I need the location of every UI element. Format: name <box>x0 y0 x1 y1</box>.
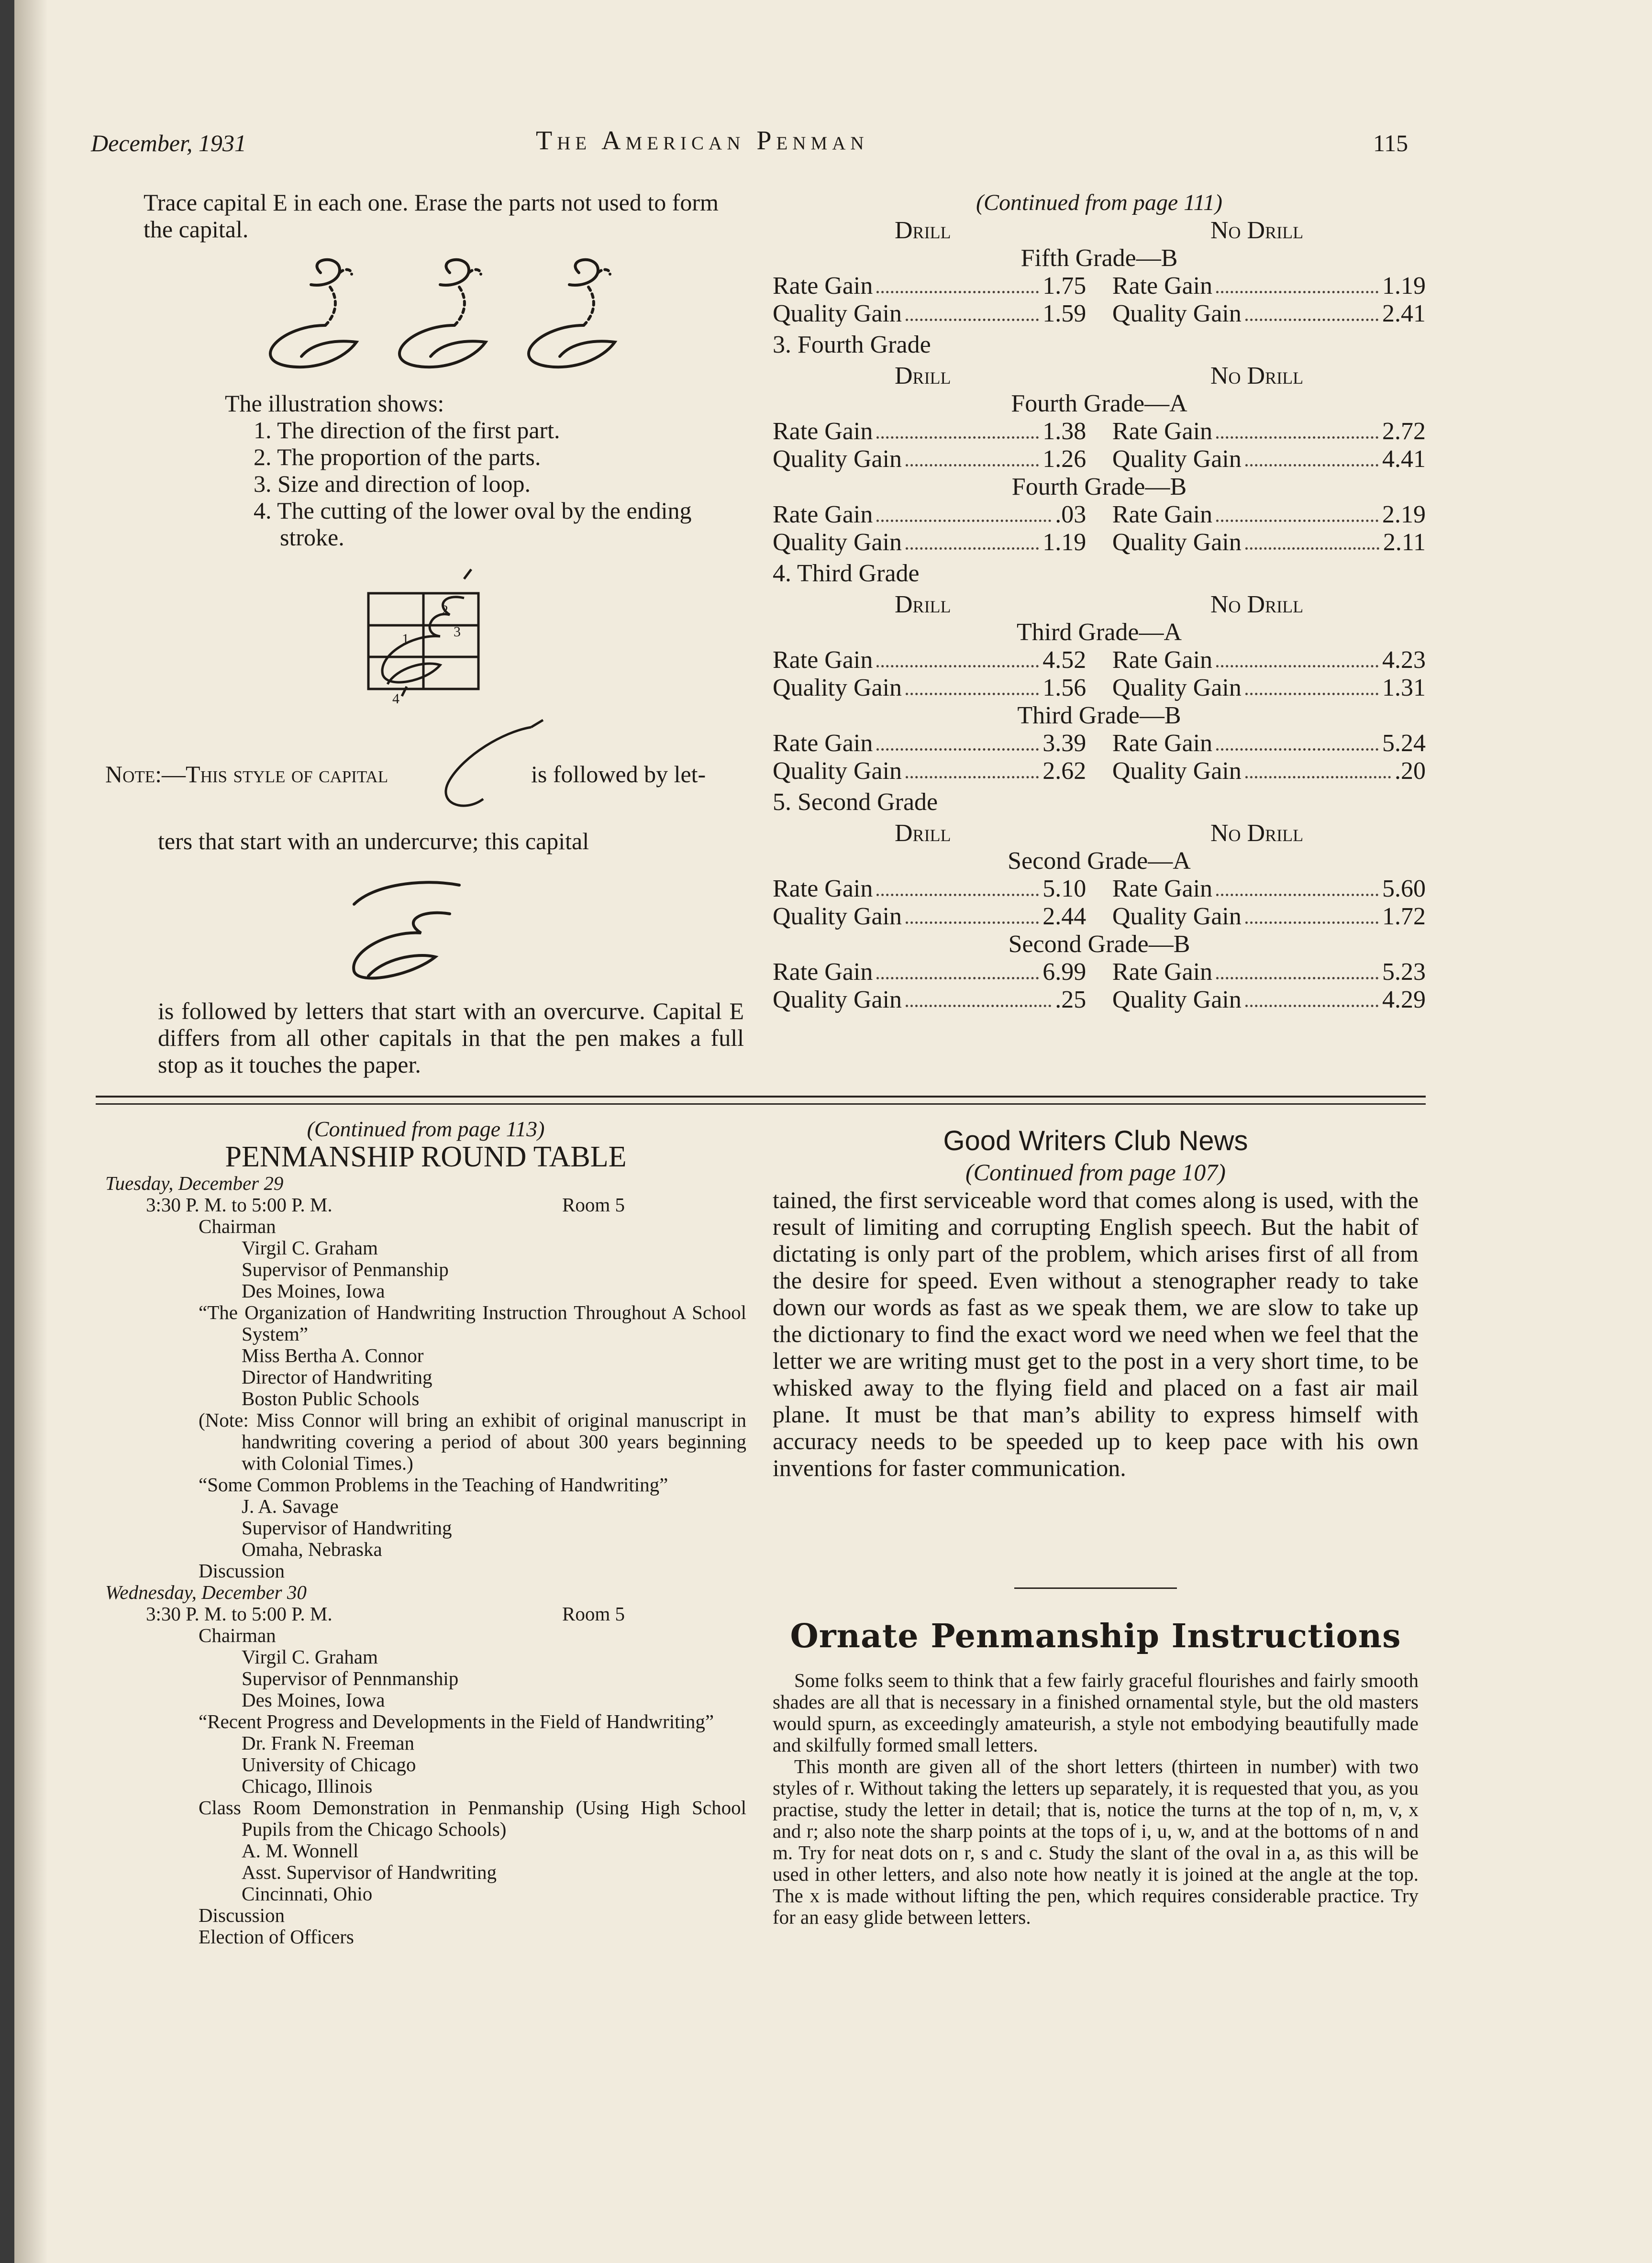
program-line: “The Organization of Handwriting Instruction Throughout A School System” <box>199 1301 746 1345</box>
capital-e-overcurve-sample <box>325 876 498 986</box>
drill-heading: Drill <box>895 591 951 618</box>
no-drill-quality-gain: Quality Gain 4.41 <box>1112 445 1426 473</box>
drill-quality-gain: Quality Gain 1.56 <box>773 674 1087 701</box>
session-1-room: Room 5 <box>562 1194 625 1216</box>
ornate-title: Ornate Penmanship Instructions <box>790 1617 1401 1655</box>
rate-gain-row <box>773 646 1426 674</box>
program-line: Cincinnati, Ohio <box>242 1883 373 1905</box>
capital-e-tracing-figures <box>249 244 632 388</box>
program-line: Miss Bertha A. Connor <box>242 1344 424 1366</box>
session-2-program <box>105 1625 746 1948</box>
magazine-page <box>14 0 1652 2263</box>
drill-quality-gain: Quality Gain 1.19 <box>773 529 1087 556</box>
program-line: University of Chicago <box>242 1753 416 1775</box>
magazine-title: The American Penman <box>536 126 869 155</box>
svg-text:2: 2 <box>441 602 448 618</box>
rate-gain-row <box>773 501 1426 529</box>
day-1: Tuesday, December 29 <box>105 1172 284 1194</box>
no-drill-rate-gain: Rate Gain 1.19 <box>1112 272 1426 300</box>
illustration-points <box>225 390 742 551</box>
program-line: Chicago, Illinois <box>242 1775 373 1797</box>
club-news-continued: (Continued from page 107) <box>965 1159 1226 1186</box>
round-table-section <box>105 1117 746 1948</box>
drill-heading: Drill <box>895 820 951 847</box>
drill-quality-gain: Quality Gain 1.59 <box>773 300 1087 327</box>
quality-gain-row <box>773 986 1426 1014</box>
quality-gain-row <box>773 903 1426 931</box>
no-drill-rate-gain: Rate Gain 5.24 <box>1112 730 1426 757</box>
no-drill-rate-gain: Rate Gain 2.72 <box>1112 418 1426 445</box>
grade-group-title: Fifth Grade—B <box>1020 244 1178 272</box>
round-table-continued: (Continued from page 113) <box>307 1117 545 1141</box>
grade-heading: 5. Second Grade <box>773 788 938 816</box>
program-line: A. M. Wonnell <box>242 1840 359 1862</box>
grade-group-title: Third Grade—B <box>1017 702 1181 729</box>
quality-gain-row <box>773 445 1426 473</box>
no-drill-rate-gain: Rate Gain 4.23 <box>1112 646 1426 674</box>
quality-gain-row <box>773 674 1426 702</box>
drill-column-headings <box>773 591 1426 619</box>
program-line: Director of Handwriting <box>242 1366 432 1388</box>
no-drill-heading: No Drill <box>1210 820 1304 847</box>
program-line: Supervisor of Penmanship <box>242 1258 449 1280</box>
program-line: Boston Public Schools <box>242 1387 420 1409</box>
quality-gain-row <box>773 757 1426 785</box>
day-2: Wednesday, December 30 <box>105 1581 307 1603</box>
program-line: Class Room Demonstration in Penmanship (Using High School Pupils from the Chicago Schools) <box>199 1797 746 1840</box>
program-line: Omaha, Nebraska <box>242 1538 382 1560</box>
point-4: 4. The cutting of the lower oval by the ending stroke. <box>254 497 692 551</box>
point-1: 1. The direction of the first part. <box>254 417 560 444</box>
point-3: 3. Size and direction of loop. <box>254 470 531 497</box>
drill-rate-gain: Rate Gain 6.99 <box>773 958 1087 986</box>
session-1-time: 3:30 P. M. to 5:00 P. M. <box>146 1194 333 1216</box>
drill-rate-gain: Rate Gain .03 <box>773 501 1087 528</box>
no-drill-quality-gain: Quality Gain .20 <box>1112 757 1426 785</box>
drill-quality-gain: Quality Gain .25 <box>773 986 1087 1013</box>
svg-text:3: 3 <box>454 624 461 640</box>
program-line: J. A. Savage <box>242 1495 339 1517</box>
drill-results <box>773 189 1426 1014</box>
note-line-b: is followed by let- <box>531 761 706 788</box>
no-drill-quality-gain: Quality Gain 1.31 <box>1112 674 1426 701</box>
session-1-program <box>105 1216 746 1582</box>
program-line: Des Moines, Iowa <box>242 1689 385 1711</box>
svg-text:4: 4 <box>392 691 399 707</box>
grade-group-title: Second Grade—B <box>1008 931 1190 958</box>
results-block <box>773 785 1426 931</box>
section-divider-top <box>96 1096 1426 1098</box>
grade-heading: 3. Fourth Grade <box>773 331 931 358</box>
no-drill-quality-gain: Quality Gain 2.11 <box>1112 529 1426 556</box>
drill-rate-gain: Rate Gain 5.10 <box>773 875 1087 902</box>
rate-gain-row <box>773 958 1426 986</box>
drill-rate-gain: Rate Gain 1.38 <box>773 418 1087 445</box>
no-drill-heading: No Drill <box>1210 362 1304 389</box>
drill-rate-gain: Rate Gain 3.39 <box>773 730 1087 757</box>
proportion-grid-diagram <box>349 569 502 708</box>
section-divider-bottom <box>96 1103 1426 1105</box>
program-line: “Recent Progress and Developments in the Field of Handwriting” <box>199 1710 714 1732</box>
results-continued: (Continued from page 111) <box>976 190 1223 215</box>
short-divider <box>1014 1587 1177 1589</box>
program-line: Election of Officers <box>199 1926 354 1948</box>
results-block <box>773 931 1426 1014</box>
program-line: “Some Common Problems in the Teaching of Handwriting” <box>199 1474 668 1496</box>
grade-group-title: Fourth Grade—B <box>1011 473 1187 500</box>
ornate-section <box>773 1617 1419 1928</box>
issue-date: December, 1931 <box>91 130 246 156</box>
points-list <box>225 417 742 551</box>
session-2-room: Room 5 <box>562 1603 625 1625</box>
session-2-time: 3:30 P. M. to 5:00 P. M. <box>146 1603 333 1625</box>
no-drill-quality-gain: Quality Gain 4.29 <box>1112 986 1426 1013</box>
club-news-section <box>773 1124 1419 1481</box>
session-1-time-row <box>105 1194 749 1216</box>
page-number: 115 <box>1373 130 1408 156</box>
no-drill-heading: No Drill <box>1210 591 1304 618</box>
point-2: 2. The proportion of the parts. <box>254 444 541 470</box>
traced-e-2 <box>399 260 486 367</box>
drill-heading: Drill <box>895 362 951 389</box>
program-line: Discussion <box>199 1560 285 1582</box>
drill-heading: Drill <box>895 217 951 244</box>
drill-rate-gain: Rate Gain 4.52 <box>773 646 1087 674</box>
results-block <box>773 473 1426 556</box>
program-line: Dr. Frank N. Freeman <box>242 1732 414 1754</box>
illustration-label: The illustration shows: <box>225 390 444 417</box>
results-block <box>773 217 1426 328</box>
rate-gain-row <box>773 418 1426 445</box>
no-drill-quality-gain: Quality Gain 1.72 <box>1112 903 1426 930</box>
no-drill-rate-gain: Rate Gain 5.60 <box>1112 875 1426 902</box>
rate-gain-row <box>773 875 1426 903</box>
program-line: Des Moines, Iowa <box>242 1280 385 1302</box>
grade-group-title: Third Grade—A <box>1016 619 1182 646</box>
quality-gain-row <box>773 529 1426 556</box>
drill-column-headings <box>773 362 1426 390</box>
grade-heading: 4. Third Grade <box>773 560 920 587</box>
results-block <box>773 702 1426 785</box>
results-block <box>773 556 1426 702</box>
no-drill-quality-gain: Quality Gain 2.41 <box>1112 300 1426 327</box>
note-line-a: Note:—This style of capital <box>105 761 388 788</box>
capital-e-intro: Trace capital E in each one. Erase the parts not used to form the capital. <box>144 189 719 243</box>
drill-quality-gain: Quality Gain 2.62 <box>773 757 1087 785</box>
program-line: Chairman <box>199 1215 276 1237</box>
drill-column-headings <box>773 820 1426 847</box>
club-news-title: Good Writers Club News <box>943 1125 1248 1156</box>
grade-group-title: Fourth Grade—A <box>1011 390 1187 417</box>
drill-rate-gain: Rate Gain 1.75 <box>773 272 1087 300</box>
program-line: Asst. Supervisor of Handwriting <box>242 1861 497 1883</box>
program-line: Supervisor of Handwriting <box>242 1517 452 1539</box>
program-line: Discussion <box>199 1904 285 1926</box>
drill-quality-gain: Quality Gain 1.26 <box>773 445 1087 473</box>
drill-column-headings <box>773 217 1426 244</box>
capital-e-lesson <box>144 189 737 243</box>
results-block <box>773 328 1426 473</box>
ornate-paragraph-2: This month are given all of the short letters (thirteen in number) with two styles of r. Without taking the letters up separately, it is requested that you, as you practise, study the letter in detail; that is, notice the turns at the top of n, m, v, x and r; also note the sharp points at the tops of i, u, w, and at the bottoms of n and m. Try for neat dots on r, s and c. Study the slant of the oval in a, as this will be used in other letters, and also note how neatly it is joined at the angle at the top. The x is made without lifting the pen, which requires considerable practice. Try for an easy glide between letters. <box>773 1755 1419 1928</box>
program-line: Virgil C. Graham <box>242 1646 378 1668</box>
ornate-paragraph-1: Some folks seem to think that a few fairly graceful flourishes and fairly smooth shades are all that is necessary in a finished ornamental style, but the old masters would spurn, as exceedingly amateurish, a style not embodying beautifully made and skilfully formed small letters. <box>773 1669 1419 1756</box>
no-drill-rate-gain: Rate Gain 5.23 <box>1112 958 1426 986</box>
quality-gain-row <box>773 300 1426 328</box>
note-line-d: is followed by letters that start with an overcurve. Capital E differs from all other capitals in that the pen makes a full stop as it touches the paper. <box>158 998 744 1078</box>
note-line-c: ters that start with an undercurve; this capital <box>158 828 589 854</box>
program-line: Chairman <box>199 1624 276 1646</box>
no-drill-rate-gain: Rate Gain 2.19 <box>1112 501 1426 528</box>
no-drill-heading: No Drill <box>1210 217 1304 244</box>
traced-e-1 <box>270 260 356 367</box>
grade-group-title: Second Grade—A <box>1008 847 1191 875</box>
drill-quality-gain: Quality Gain 2.44 <box>773 903 1087 930</box>
program-line: Virgil C. Graham <box>242 1237 378 1259</box>
program-line: (Note: Miss Connor will bring an exhibit of original manuscript in handwriting covering a period of about 300 years beginning with Colonial Times.) <box>199 1409 746 1474</box>
rate-gain-row <box>773 272 1426 300</box>
session-2-time-row <box>105 1603 749 1625</box>
program-line: Supervisor of Pennmanship <box>242 1667 459 1689</box>
rate-gain-row <box>773 730 1426 757</box>
results-blocks <box>773 217 1426 1014</box>
traced-e-3 <box>529 260 615 367</box>
round-table-title: PENMANSHIP ROUND TABLE <box>225 1141 627 1173</box>
club-news-text: tained, the first serviceable word that comes along is used, with the result of limiting and corrupting English speech. But the habit of dictating is only part of the problem, which arises first of all from the desire for speed. Even without a stenographer ready to take down our words as fast as we speak them, we are slow to take up the dictionary to find the exact word we need when we feel that the letter we are writing must get to the post in a very short time, to be whisked away to the flying field and placed on a fast air mail plane. It must be that man’s ability to express himself with accuracy needs to be speeded up to keep pace with his own inventions for faster communication. <box>773 1187 1419 1481</box>
svg-text:1: 1 <box>402 631 409 647</box>
